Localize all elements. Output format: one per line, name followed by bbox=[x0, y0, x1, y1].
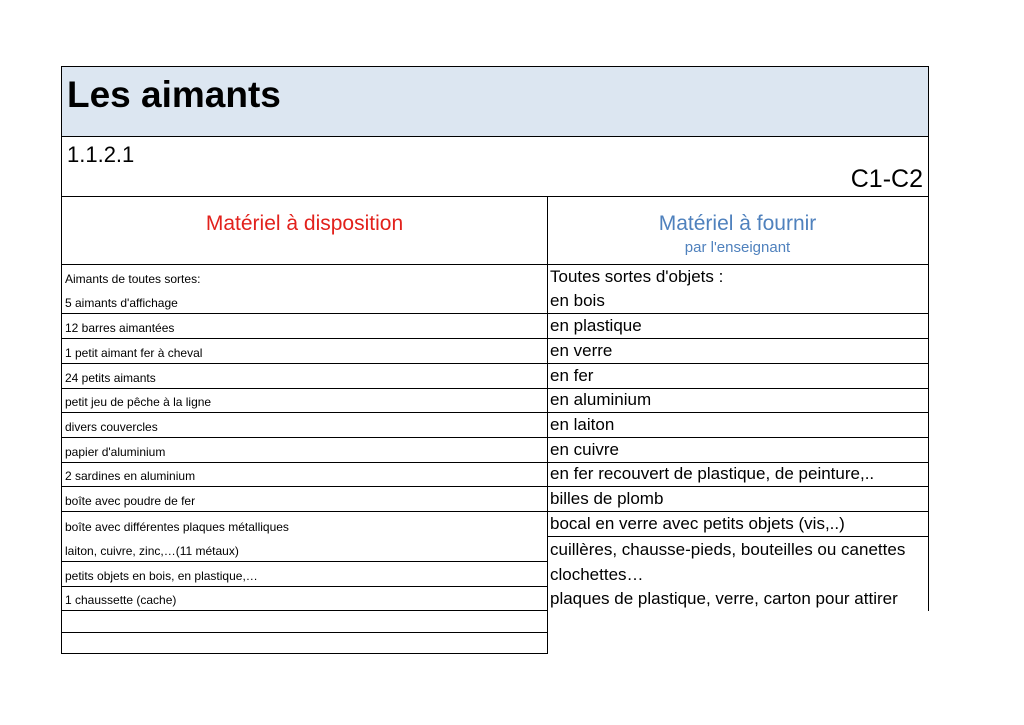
right-list-item bbox=[547, 487, 929, 512]
cycle-level: C1-C2 bbox=[850, 165, 923, 193]
right-list-item-label: en aluminium bbox=[550, 390, 652, 409]
left-list-item bbox=[61, 633, 548, 654]
right-list-item bbox=[547, 537, 929, 562]
left-list-item bbox=[61, 611, 548, 633]
left-list-item bbox=[61, 264, 548, 289]
right-list-item bbox=[547, 364, 929, 389]
title-cell bbox=[61, 66, 929, 137]
right-list-item-label: bocal en verre avec petits objets (vis,..) bbox=[550, 514, 845, 533]
right-list-item bbox=[547, 314, 929, 339]
right-list-item-label: Toutes sortes d'objets : bbox=[550, 267, 724, 286]
right-column-subheader: par l'enseignant bbox=[684, 239, 791, 256]
left-column-header: Matériel à disposition bbox=[205, 212, 404, 235]
left-list-item bbox=[61, 389, 548, 413]
right-list-item bbox=[547, 438, 929, 463]
left-list-item-label: 2 sardines en aluminium bbox=[65, 469, 196, 483]
code-cell bbox=[61, 136, 929, 197]
right-list-item bbox=[547, 289, 929, 314]
right-list-item bbox=[547, 413, 929, 438]
left-list-item-label: divers couvercles bbox=[65, 420, 158, 434]
right-list-item bbox=[547, 463, 929, 487]
right-list-item-label: en fer bbox=[550, 366, 594, 385]
right-list-item bbox=[547, 339, 929, 364]
left-list-item bbox=[61, 413, 548, 438]
left-list-item-label: 5 aimants d'affichage bbox=[65, 296, 178, 310]
left-list-item bbox=[61, 562, 548, 587]
left-list-item bbox=[61, 512, 548, 537]
right-list-item bbox=[547, 587, 929, 611]
left-list-item bbox=[61, 339, 548, 364]
left-list-item bbox=[61, 487, 548, 512]
left-list-item bbox=[61, 289, 548, 314]
left-list-item-label: petit jeu de pêche à la ligne bbox=[65, 395, 212, 409]
left-list-item bbox=[61, 537, 548, 562]
left-list-item bbox=[61, 314, 548, 339]
left-list-item-label: laiton, cuivre, zinc,…(11 métaux) bbox=[65, 544, 239, 558]
left-header-cell bbox=[61, 196, 548, 265]
left-list-item bbox=[61, 587, 548, 611]
right-list-item-label: billes de plomb bbox=[550, 489, 664, 508]
left-list-item bbox=[61, 463, 548, 487]
right-list-item-label: plaques de plastique, verre, carton pour attirer bbox=[550, 589, 898, 608]
page-title: Les aimants bbox=[67, 74, 281, 115]
right-list-item-label: en verre bbox=[550, 341, 613, 360]
right-list-item-label: en laiton bbox=[550, 415, 615, 434]
left-list-item-label: 12 barres aimantées bbox=[65, 321, 175, 335]
left-list-item-label: boîte avec différentes plaques métalliques bbox=[65, 520, 289, 534]
left-list-item-label: 1 chaussette (cache) bbox=[65, 593, 177, 607]
right-list-item bbox=[547, 562, 929, 587]
right-list-item bbox=[547, 264, 929, 289]
left-list-item-label: papier d'aluminium bbox=[65, 445, 166, 459]
left-list-item-label: boîte avec poudre de fer bbox=[65, 494, 196, 508]
right-list-item-label: en fer recouvert de plastique, de peinture,.. bbox=[550, 464, 875, 483]
right-list-item-label: clochettes… bbox=[550, 565, 644, 584]
left-list-item-label: Aimants de toutes sortes: bbox=[65, 272, 201, 286]
activity-code: 1.1.2.1 bbox=[67, 142, 135, 167]
left-list-item-label: 24 petits aimants bbox=[65, 371, 156, 385]
right-list-item-label: cuillères, chausse-pieds, bouteilles ou canettes bbox=[550, 540, 906, 559]
right-header-cell bbox=[547, 196, 929, 265]
right-list-item-label: en plastique bbox=[550, 316, 642, 335]
left-list-item bbox=[61, 364, 548, 389]
right-column-header: Matériel à fournir bbox=[658, 212, 817, 235]
right-list-item-label: en bois bbox=[550, 291, 605, 310]
left-list-item bbox=[61, 438, 548, 463]
left-list-item-label: petits objets en bois, en plastique,… bbox=[65, 569, 258, 583]
right-list-item bbox=[547, 512, 929, 537]
right-list-item-label: en cuivre bbox=[550, 440, 619, 459]
left-list-item-label: 1 petit aimant fer à cheval bbox=[65, 346, 203, 360]
right-list-item bbox=[547, 389, 929, 413]
